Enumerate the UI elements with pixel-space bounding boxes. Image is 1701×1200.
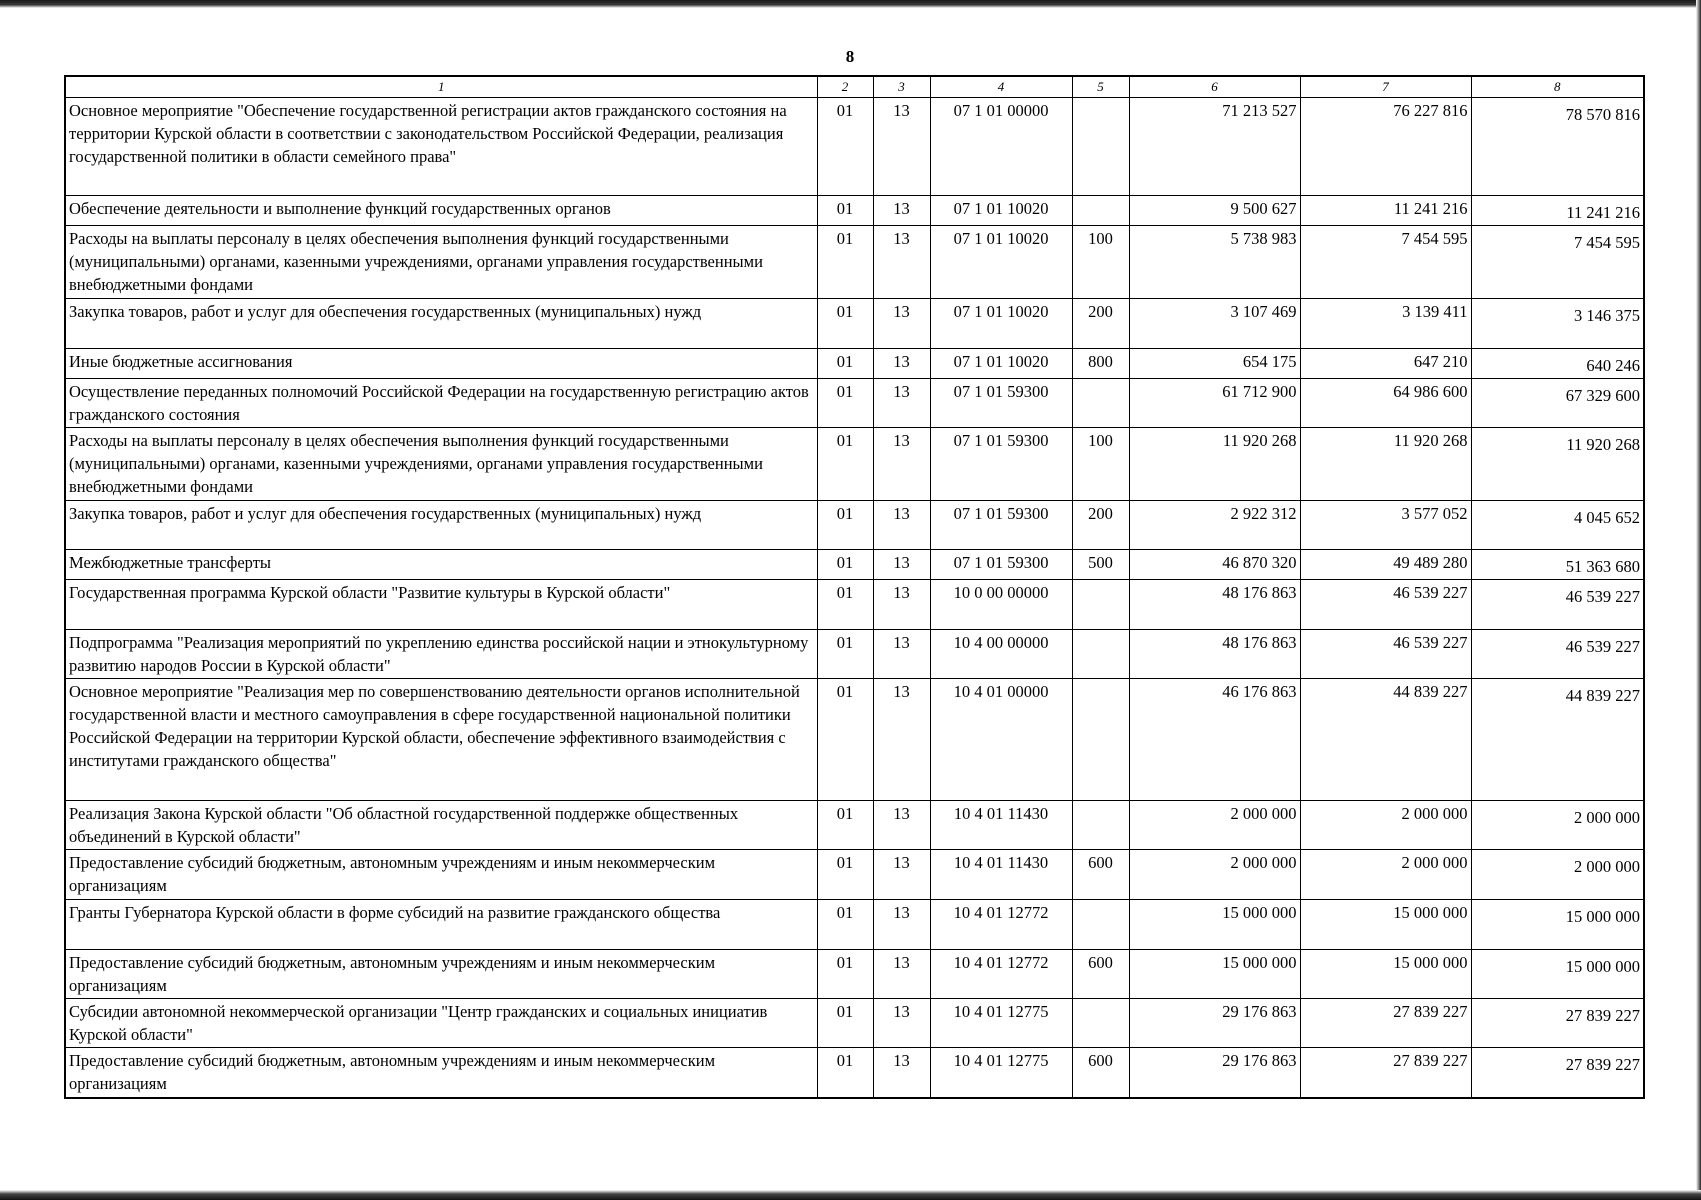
- amount-col8: 67 329 600: [1565, 386, 1640, 405]
- scan-border-right: [1696, 0, 1701, 1200]
- item-name: Обеспечение деятельности и выполнение функций государственных органов: [65, 196, 817, 226]
- table-row: [65, 299, 1644, 349]
- subsection-code: 13: [873, 950, 930, 999]
- subsection-code: 13: [873, 850, 930, 900]
- target-article-code: 07 1 01 00000: [930, 98, 1072, 196]
- table-row: [65, 850, 1644, 900]
- page-number: 8: [845, 47, 855, 66]
- amount-col6: 29 176 863: [1129, 999, 1300, 1048]
- subsection-code: 13: [873, 630, 930, 679]
- section-code: 01: [817, 801, 873, 850]
- item-name: Межбюджетные трансферты: [65, 550, 817, 580]
- table-row: [65, 801, 1644, 850]
- section-code: 01: [817, 999, 873, 1048]
- target-article-code: 07 1 01 59300: [930, 550, 1072, 580]
- amount-col7: 7 454 595: [1300, 226, 1471, 299]
- subsection-code: 13: [873, 679, 930, 801]
- subsection-code: 13: [873, 226, 930, 299]
- table-row: [65, 226, 1644, 299]
- section-code: 01: [817, 501, 873, 550]
- amount-col7: 647 210: [1300, 349, 1471, 379]
- target-article-code: 07 1 01 59300: [930, 428, 1072, 501]
- table-row: [65, 630, 1644, 679]
- section-code: 01: [817, 98, 873, 196]
- amount-col6: 71 213 527: [1129, 98, 1300, 196]
- amount-col7: 15 000 000: [1300, 900, 1471, 950]
- table-row: [65, 428, 1644, 501]
- amount-col6: 2 000 000: [1129, 850, 1300, 900]
- subsection-code: 13: [873, 580, 930, 630]
- budget-table: [64, 75, 1645, 1099]
- section-code: 01: [817, 428, 873, 501]
- column-header: 1: [65, 76, 817, 98]
- item-name: Предоставление субсидий бюджетным, автономным учреждениям и иным некоммерческим организациям: [65, 950, 817, 999]
- table-row: [65, 580, 1644, 630]
- amount-col7: 11 241 216: [1300, 196, 1471, 226]
- target-article-code: 10 4 01 12772: [930, 900, 1072, 950]
- item-name: Расходы на выплаты персоналу в целях обеспечения выполнения функций государственными (муниципальными) органами, казенными учреждениями, органами управления государственными внебюджетными фондами: [65, 428, 817, 501]
- amount-col7: 11 920 268: [1300, 428, 1471, 501]
- amount-col8: 27 839 227: [1565, 1006, 1640, 1025]
- amount-col8: 2 000 000: [1574, 808, 1640, 827]
- subsection-code: 13: [873, 501, 930, 550]
- section-code: 01: [817, 196, 873, 226]
- section-code: 01: [817, 630, 873, 679]
- item-name: Субсидии автономной некоммерческой организации "Центр гражданских и социальных инициатив Курской области": [65, 999, 817, 1048]
- column-header: 4: [930, 76, 1072, 98]
- expense-type-code: [1072, 801, 1129, 850]
- expense-type-code: 100: [1072, 428, 1129, 501]
- item-name: Основное мероприятие "Обеспечение государственной регистрации актов гражданского состояния на территории Курской области в соответствии с законодательством Российской Федерации, реализация государственной политики в области семейного права": [65, 98, 817, 196]
- expense-type-code: 600: [1072, 1048, 1129, 1098]
- section-code: 01: [817, 226, 873, 299]
- column-header: 3: [873, 76, 930, 98]
- amount-col8: 2 000 000: [1574, 857, 1640, 876]
- table-row: [65, 501, 1644, 550]
- expense-type-code: [1072, 630, 1129, 679]
- item-name: Гранты Губернатора Курской области в форме субсидий на развитие гражданского общества: [65, 900, 817, 950]
- target-article-code: 07 1 01 59300: [930, 501, 1072, 550]
- subsection-code: 13: [873, 1048, 930, 1098]
- item-name: Подпрограмма "Реализация мероприятий по укреплению единства российской нации и этнокультурному развитию народов России в Курской области": [65, 630, 817, 679]
- expense-type-code: 200: [1072, 501, 1129, 550]
- amount-col7: 3 577 052: [1300, 501, 1471, 550]
- section-code: 01: [817, 679, 873, 801]
- amount-col7: 15 000 000: [1300, 950, 1471, 999]
- table-row: [65, 1048, 1644, 1098]
- target-article-code: 10 4 01 12772: [930, 950, 1072, 999]
- section-code: 01: [817, 850, 873, 900]
- column-header: 6: [1129, 76, 1300, 98]
- item-name: Предоставление субсидий бюджетным, автономным учреждениям и иным некоммерческим организациям: [65, 1048, 817, 1098]
- item-name: Предоставление субсидий бюджетным, автономным учреждениям и иным некоммерческим организациям: [65, 850, 817, 900]
- subsection-code: 13: [873, 550, 930, 580]
- item-name: Закупка товаров, работ и услуг для обеспечения государственных (муниципальных) нужд: [65, 299, 817, 349]
- amount-col6: 9 500 627: [1129, 196, 1300, 226]
- table-row: [65, 550, 1644, 580]
- amount-col7: 44 839 227: [1300, 679, 1471, 801]
- item-name: Реализация Закона Курской области "Об областной государственной поддержке общественных объединений в Курской области": [65, 801, 817, 850]
- section-code: 01: [817, 950, 873, 999]
- amount-col8: 7 454 595: [1574, 233, 1640, 252]
- section-code: 01: [817, 379, 873, 428]
- table-row: [65, 349, 1644, 379]
- amount-col6: 3 107 469: [1129, 299, 1300, 349]
- item-name: Закупка товаров, работ и услуг для обеспечения государственных (муниципальных) нужд: [65, 501, 817, 550]
- table-row: [65, 999, 1644, 1048]
- amount-col7: 2 000 000: [1300, 850, 1471, 900]
- subsection-code: 13: [873, 196, 930, 226]
- section-code: 01: [817, 900, 873, 950]
- target-article-code: 10 4 01 12775: [930, 1048, 1072, 1098]
- expense-type-code: [1072, 900, 1129, 950]
- amount-col8: 44 839 227: [1565, 686, 1640, 705]
- scan-border-top: [0, 0, 1701, 8]
- table-row: [65, 679, 1644, 801]
- amount-col6: 654 175: [1129, 349, 1300, 379]
- amount-col6: 15 000 000: [1129, 950, 1300, 999]
- column-number-row: [65, 76, 1644, 98]
- item-name: Расходы на выплаты персоналу в целях обеспечения выполнения функций государственными (муниципальными) органами, казенными учреждениями, органами управления государственными внебюджетными фондами: [65, 226, 817, 299]
- table-row: [65, 196, 1644, 226]
- amount-col7: 46 539 227: [1300, 580, 1471, 630]
- target-article-code: 10 4 01 00000: [930, 679, 1072, 801]
- section-code: 01: [817, 299, 873, 349]
- item-name: Осуществление переданных полномочий Российской Федерации на государственную регистрацию актов гражданского состояния: [65, 379, 817, 428]
- amount-col6: 46 870 320: [1129, 550, 1300, 580]
- target-article-code: 07 1 01 10020: [930, 196, 1072, 226]
- amount-col8: 15 000 000: [1565, 907, 1640, 926]
- amount-col6: 48 176 863: [1129, 630, 1300, 679]
- expense-type-code: [1072, 196, 1129, 226]
- amount-col6: 15 000 000: [1129, 900, 1300, 950]
- target-article-code: 07 1 01 10020: [930, 226, 1072, 299]
- table-row: [65, 900, 1644, 950]
- amount-col8: 27 839 227: [1565, 1055, 1640, 1074]
- expense-type-code: 800: [1072, 349, 1129, 379]
- expense-type-code: [1072, 999, 1129, 1048]
- amount-col8: 11 920 268: [1566, 435, 1640, 454]
- section-code: 01: [817, 580, 873, 630]
- amount-col6: 5 738 983: [1129, 226, 1300, 299]
- amount-col8: 78 570 816: [1565, 105, 1640, 124]
- amount-col7: 49 489 280: [1300, 550, 1471, 580]
- scan-border-bottom: [0, 1190, 1701, 1200]
- amount-col7: 46 539 227: [1300, 630, 1471, 679]
- expense-type-code: [1072, 679, 1129, 801]
- expense-type-code: [1072, 580, 1129, 630]
- expense-type-code: 100: [1072, 226, 1129, 299]
- amount-col7: 64 986 600: [1300, 379, 1471, 428]
- expense-type-code: 600: [1072, 950, 1129, 999]
- item-name: Иные бюджетные ассигнования: [65, 349, 817, 379]
- amount-col7: 2 000 000: [1300, 801, 1471, 850]
- subsection-code: 13: [873, 379, 930, 428]
- target-article-code: 07 1 01 10020: [930, 299, 1072, 349]
- expense-type-code: 200: [1072, 299, 1129, 349]
- amount-col7: 3 139 411: [1300, 299, 1471, 349]
- section-code: 01: [817, 349, 873, 379]
- amount-col8: 46 539 227: [1565, 587, 1640, 606]
- target-article-code: 10 0 00 00000: [930, 580, 1072, 630]
- item-name: Государственная программа Курской области "Развитие культуры в Курской области": [65, 580, 817, 630]
- amount-col8: 11 241 216: [1566, 203, 1640, 222]
- column-header: 7: [1300, 76, 1471, 98]
- subsection-code: 13: [873, 98, 930, 196]
- amount-col6: 46 176 863: [1129, 679, 1300, 801]
- expense-type-code: 600: [1072, 850, 1129, 900]
- column-header: 2: [817, 76, 873, 98]
- subsection-code: 13: [873, 900, 930, 950]
- column-header: 8: [1471, 76, 1644, 98]
- table-row: [65, 379, 1644, 428]
- expense-type-code: [1072, 379, 1129, 428]
- table-row: [65, 98, 1644, 196]
- target-article-code: 10 4 00 00000: [930, 630, 1072, 679]
- amount-col7: 27 839 227: [1300, 1048, 1471, 1098]
- amount-col8: 15 000 000: [1565, 957, 1640, 976]
- amount-col7: 76 227 816: [1300, 98, 1471, 196]
- column-header: 5: [1072, 76, 1129, 98]
- amount-col8: 3 146 375: [1574, 306, 1640, 325]
- target-article-code: 10 4 01 11430: [930, 850, 1072, 900]
- target-article-code: 07 1 01 10020: [930, 349, 1072, 379]
- amount-col6: 2 000 000: [1129, 801, 1300, 850]
- expense-type-code: 500: [1072, 550, 1129, 580]
- amount-col6: 29 176 863: [1129, 1048, 1300, 1098]
- amount-col8: 46 539 227: [1565, 637, 1640, 656]
- amount-col8: 4 045 652: [1574, 508, 1640, 527]
- amount-col8: 51 363 680: [1565, 557, 1640, 576]
- section-code: 01: [817, 550, 873, 580]
- amount-col8: 640 246: [1586, 356, 1640, 375]
- amount-col6: 48 176 863: [1129, 580, 1300, 630]
- target-article-code: 10 4 01 11430: [930, 801, 1072, 850]
- subsection-code: 13: [873, 299, 930, 349]
- subsection-code: 13: [873, 801, 930, 850]
- subsection-code: 13: [873, 999, 930, 1048]
- expense-type-code: [1072, 98, 1129, 196]
- amount-col7: 27 839 227: [1300, 999, 1471, 1048]
- table-row: [65, 950, 1644, 999]
- amount-col6: 61 712 900: [1129, 379, 1300, 428]
- subsection-code: 13: [873, 428, 930, 501]
- target-article-code: 07 1 01 59300: [930, 379, 1072, 428]
- subsection-code: 13: [873, 349, 930, 379]
- amount-col6: 11 920 268: [1129, 428, 1300, 501]
- target-article-code: 10 4 01 12775: [930, 999, 1072, 1048]
- section-code: 01: [817, 1048, 873, 1098]
- amount-col6: 2 922 312: [1129, 501, 1300, 550]
- item-name: Основное мероприятие "Реализация мер по совершенствованию деятельности органов исполнительной государственной власти и местного самоуправления в сфере государственной национальной политики Российской Федерации на территории Курской области, обеспечение эффективного взаимодействия с институтами гражданского общества": [65, 679, 817, 801]
